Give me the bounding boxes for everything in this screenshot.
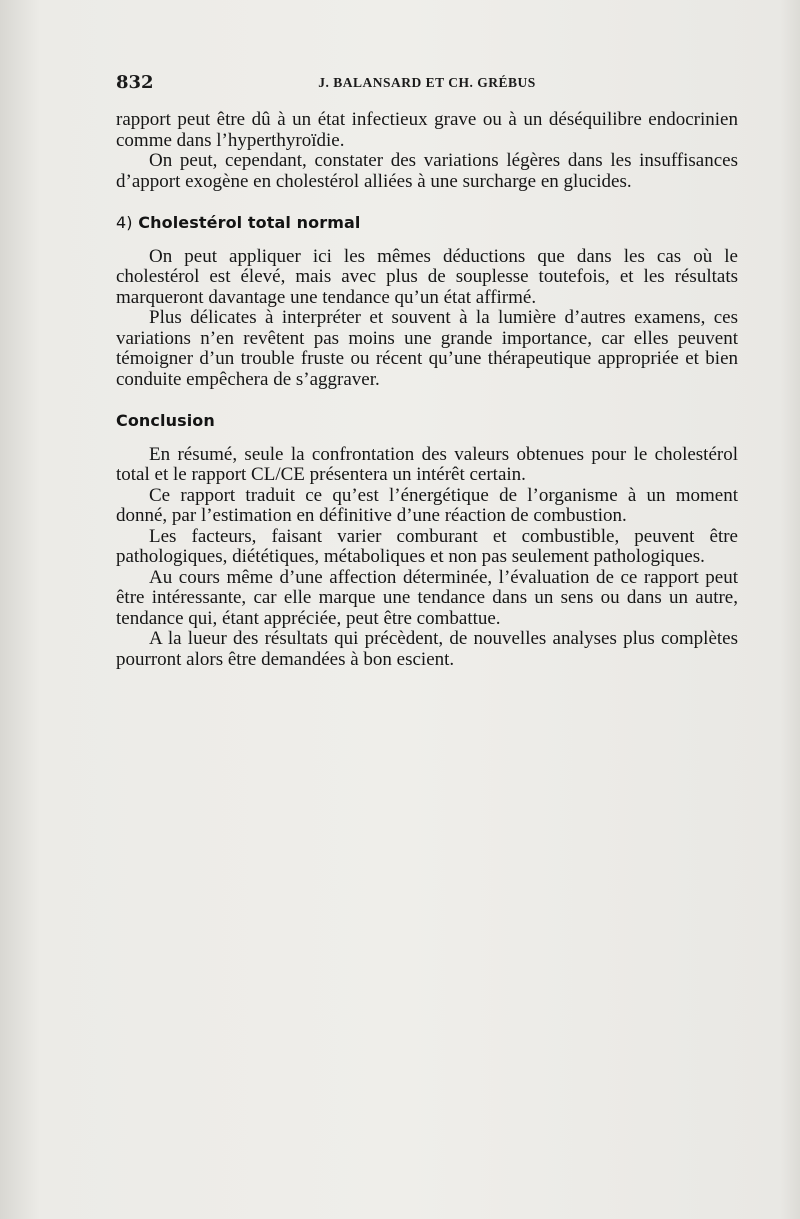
paragraph: On peut appliquer ici les mêmes déductions que dans les cas où le cholestérol est élevé, mais avec plus de souplesse toutefois, et les résultats marqueront davantage une tendance qu’un état affirmé. [116, 245, 738, 308]
paragraph: Ce rapport traduit ce qu’est l’énergétique de l’organisme à un moment donné, par l’estimation en définitive d’une réaction de combustion. [116, 484, 738, 526]
paragraph: rapport peut être dû à un état infectieux grave ou à un déséquilibre endocrinien comme dans l’hyperthyroïdie. [116, 109, 738, 151]
page-header [116, 72, 738, 96]
paragraph: A la lueur des résultats qui précèdent, de nouvelles analyses plus complètes pourront alors être demandées à bon escient. [116, 628, 738, 670]
paragraph: Au cours même d’une affection déterminée, l’évaluation de ce rapport peut être intéressante, car elle marque une tendance dans un sens ou dans un autre, tendance qui, étant appréciée, peut être combattue. [116, 566, 738, 629]
paragraph: On peut, cependant, constater des variations légères dans les insuffisances d’apport exogène en cholestérol alliées à une surcharge en glucides. [116, 150, 738, 192]
running-head: J. BALANSARD ET CH. GRÉBUS [318, 75, 536, 90]
section-title: Conclusion [116, 411, 215, 430]
paragraph: Plus délicates à interpréter et souvent à la lumière d’autres examens, ces variations n’en revêtent pas moins une grande importance, car elles peuvent témoigner d’un trouble fruste ou récent qu’une thérapeutique appropriée et bien conduite empêchera de s’aggraver. [116, 307, 738, 390]
section-heading-conclusion [116, 411, 738, 432]
section-title: Cholestérol total normal [138, 213, 361, 232]
body-text [116, 110, 738, 670]
paragraph: En résumé, seule la confrontation des valeurs obtenues pour le cholestérol total et le rapport CL/CE présentera un intérêt certain. [116, 443, 738, 485]
section-heading-4 [116, 213, 738, 234]
section-number: 4) [116, 213, 133, 232]
page-number: 832 [116, 72, 154, 93]
paragraph: Les facteurs, faisant varier comburant et combustible, peuvent être pathologiques, diététiques, métaboliques et non pas seulement pathologiques. [116, 525, 738, 567]
